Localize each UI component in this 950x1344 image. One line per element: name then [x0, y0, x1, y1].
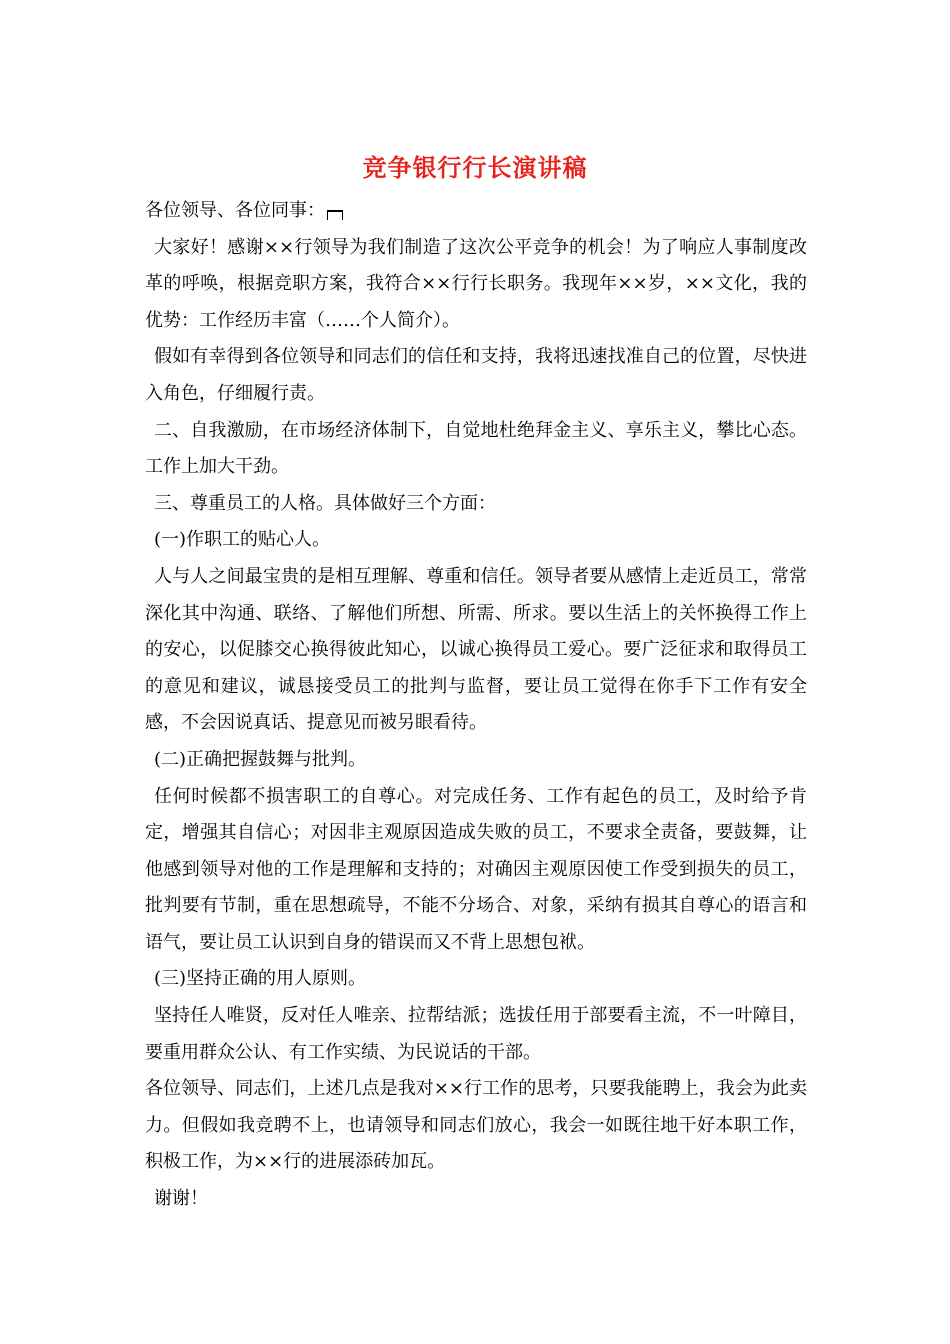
paragraph-4: 三、尊重员工的人格。具体做好三个方面：: [154, 492, 496, 514]
text-cursor-icon: [327, 210, 343, 220]
document-body: [145, 193, 807, 1218]
paragraph-5: (一)作职工的贴心人。: [154, 529, 331, 551]
document-title: 竞争银行行长演讲稿: [362, 153, 588, 182]
paragraph-6: 人与人之间最宝贵的是相互理解、尊重和信任。领导者要从感情上走近员工，常常深化其中沟通、联络、了解他们所想、所需、所求。要以生活上的关怀换得工作上的安心，以促膝交心换得彼此知心，以诚心换得员工爱心。要广泛征求和取得员工的意见和建议，诚恳接受员工的批判与监督，要让员工觉得在你手下工作有安全感，不会因说真话、提意见而被另眼看待。: [145, 565, 807, 734]
paragraph-3: 二、自我激励，在市场经济体制下，自觉地杜绝拜金主义、享乐主义，攀比心态。工作上加大干劲。: [145, 419, 807, 478]
salutation-text: 各位领导、各位同事：: [145, 200, 325, 221]
paragraph-8: 任何时候都不损害职工的自尊心。对完成任务、工作有起色的员工，及时给予肯定，增强其自信心；对因非主观原因造成失败的员工，不要求全责备，要鼓舞，让他感到领导对他的工作是理解和支持的；对确因主观原因使工作受到损失的员工，批判要有节制，重在思想疏导，不能不分场合、对象，采纳有损其自尊心的语言和语气，要让员工认识到自身的错误而又不背上思想包袱。: [145, 785, 807, 953]
paragraph-2: 假如有幸得到各位领导和同志们的信任和支持，我将迅速找准自己的位置，尽快进入角色，仔细履行责。: [145, 346, 807, 404]
paragraph-12: 谢谢！: [154, 1188, 208, 1210]
paragraph-10: 坚持任人唯贤，反对任人唯亲、拉帮结派；选拔任用于部要看主流，不一叶障目，要重用群众公认、有工作实绩、为民说话的干部。: [145, 1005, 807, 1063]
paragraph-7: (二)正确把握鼓舞与批判。: [154, 748, 367, 770]
paragraph-1: 大家好！感谢××行领导为我们制造了这次公平竞争的机会！为了响应人事制度改革的呼唤，根据竞职方案，我符合××行行长职务。我现年××岁，××文化，我的优势：工作经历丰富（……个人简介）。: [145, 236, 807, 331]
paragraph-11: 各位领导、同志们，上述几点是我对××行工作的思考，只要我能聘上，我会为此卖力。但假如我竞聘不上，也请领导和同志们放心，我会一如既往地干好本职工作，积极工作，为××行的进展添砖加瓦。: [145, 1078, 807, 1173]
paragraph-9: (三)坚持正确的用人原则。: [154, 968, 367, 990]
salutation: [145, 193, 807, 230]
